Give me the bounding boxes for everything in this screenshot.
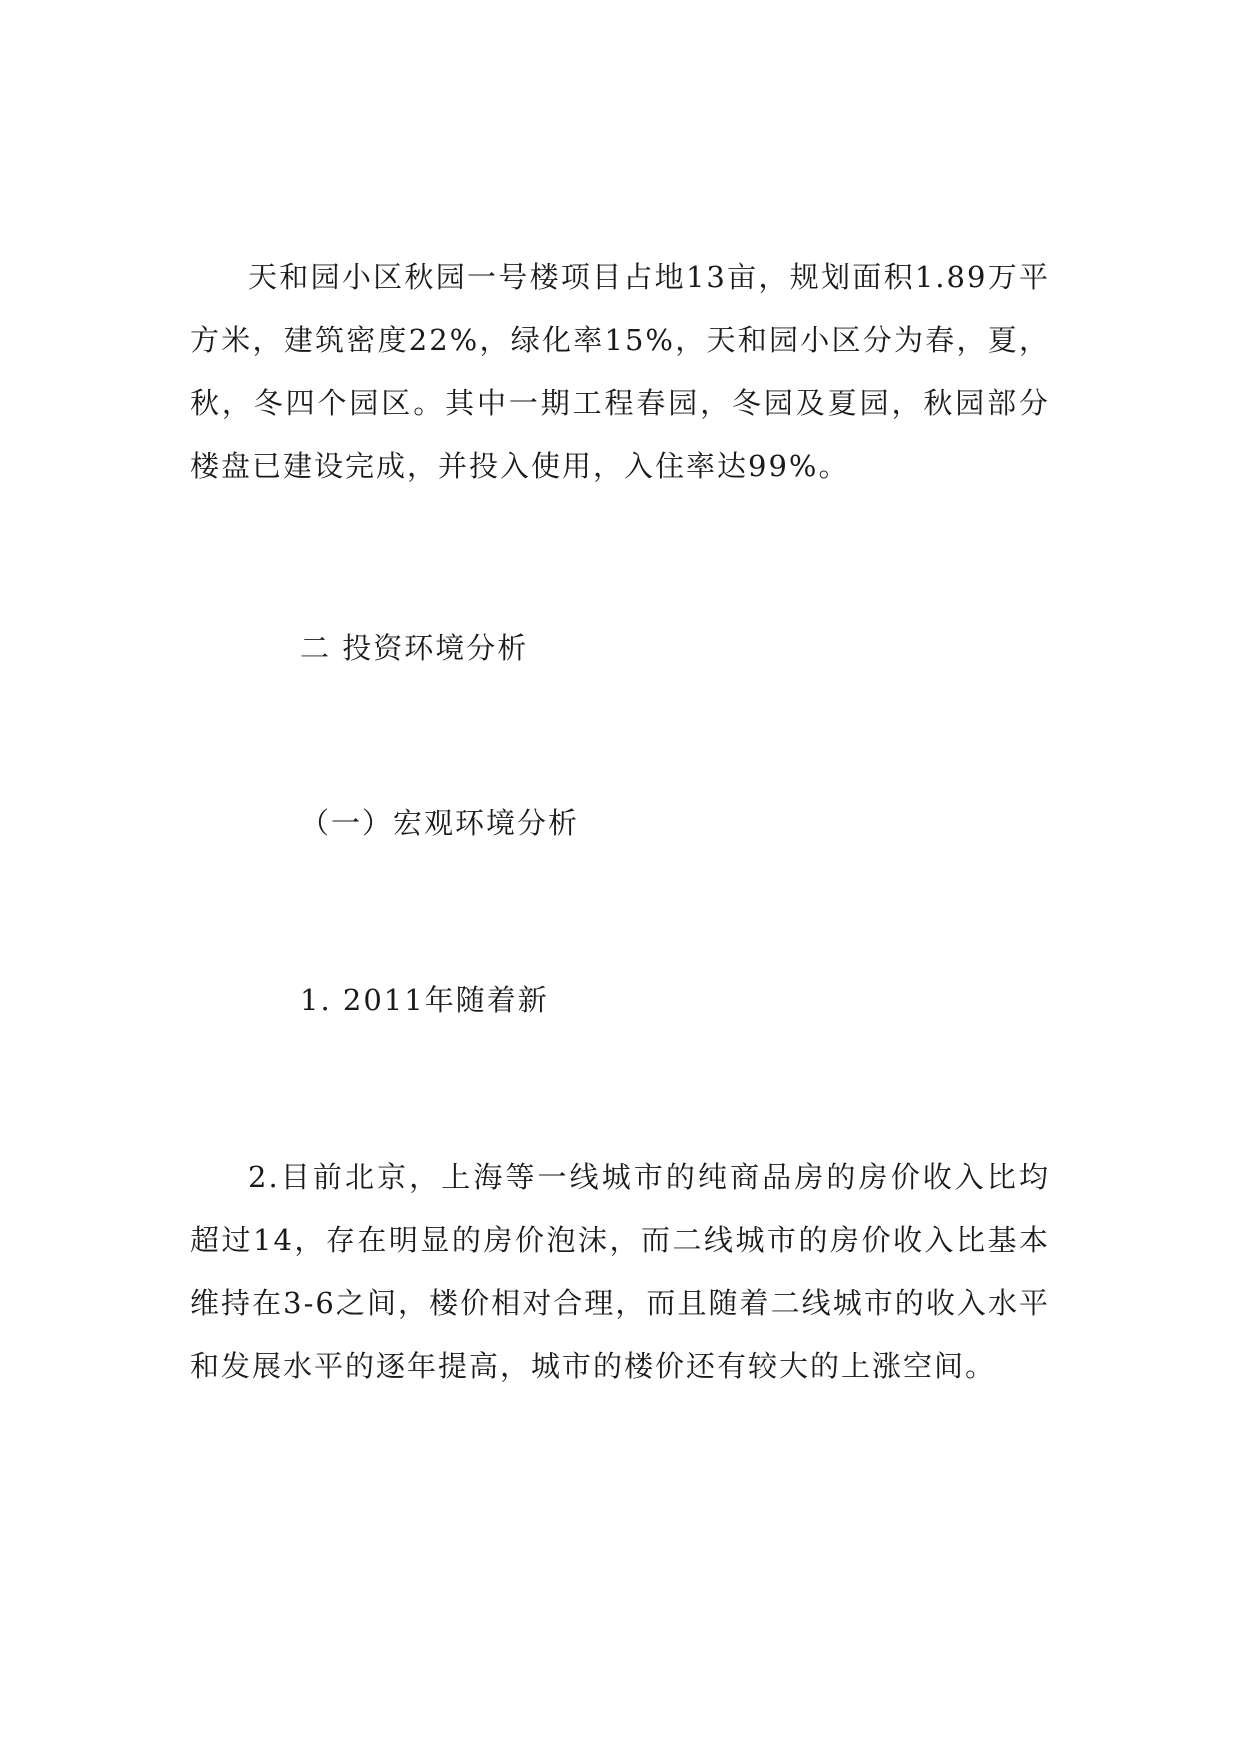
list-item-2-paragraph: 2.目前北京，上海等一线城市的纯商品房的房价收入比均超过14，存在明显的房价泡沫，而二线城市的房价收入比基本维持在3-6之间，楼价相对合理，而且随着二线城市的收入水平和发展水平的逐年提高，城市的楼价还有较大的上涨空间。 xyxy=(190,1160,1050,1383)
section-heading-investment-environment: 二 投资环境分析 xyxy=(300,631,529,665)
project-overview-paragraph: 天和园小区秋园一号楼项目占地13亩，规划面积1.89万平方米，建筑密度22%，绿化率15%，天和园小区分为春，夏，秋，冬四个园区。其中一期工程春园，冬园及夏园，秋园部分楼盘已建设完成，并投入使用，入住率达99%。 xyxy=(190,260,1050,483)
subsection-heading-macro-environment: （一）宏观环境分析 xyxy=(300,806,580,840)
list-item-1: 1. 2011年随着新 xyxy=(300,983,549,1017)
